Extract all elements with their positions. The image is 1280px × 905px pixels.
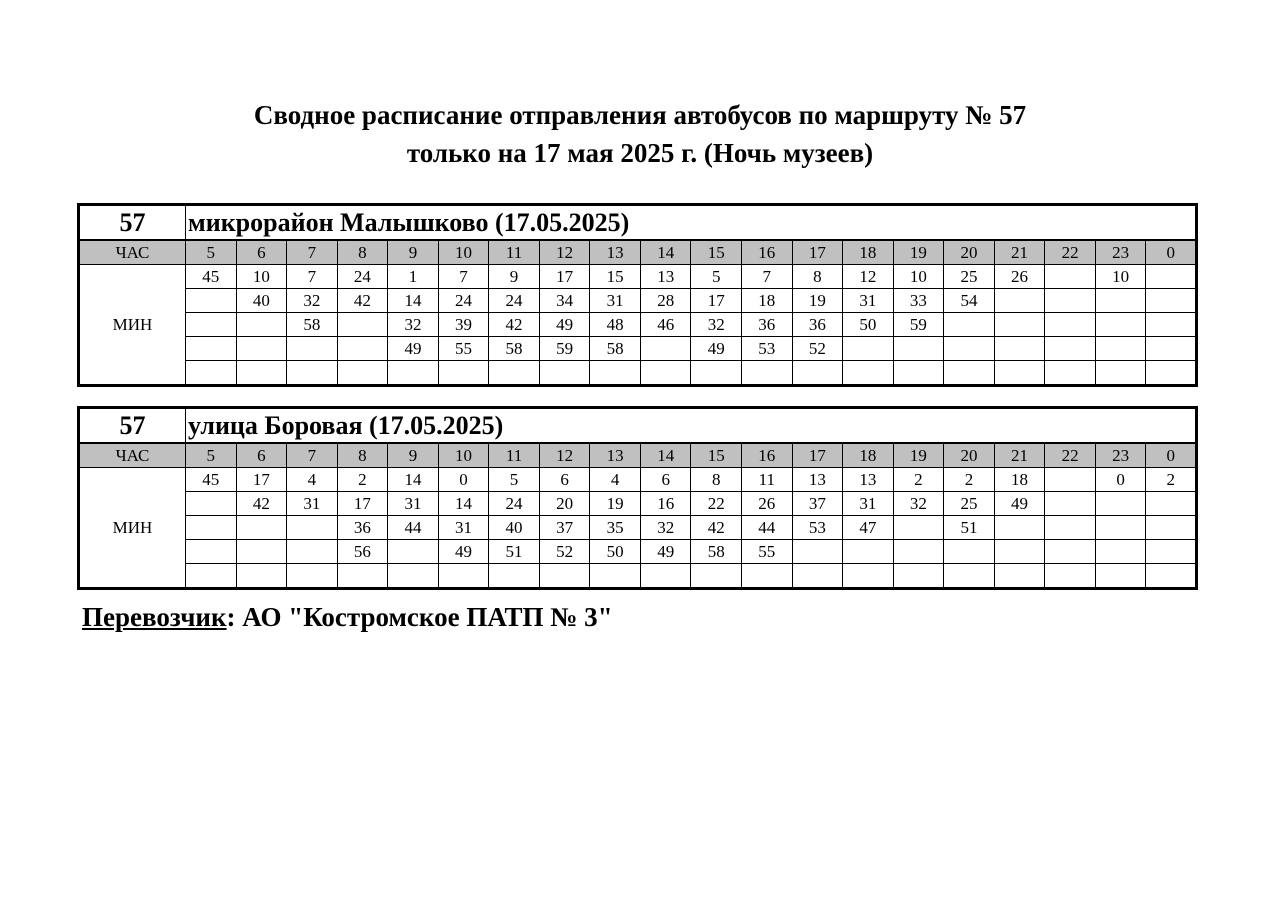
minute-cell [893, 540, 944, 564]
minute-cell: 32 [388, 313, 439, 337]
hour-cell: 13 [590, 443, 641, 468]
minute-cell: 2 [337, 468, 388, 492]
minute-cell [186, 540, 237, 564]
minute-cell [1045, 564, 1096, 589]
minute-cell: 17 [691, 289, 742, 313]
minute-cell [1095, 337, 1146, 361]
minute-cell: 42 [691, 516, 742, 540]
minute-cell [944, 564, 995, 589]
minute-cell: 36 [792, 313, 843, 337]
minute-cell [944, 337, 995, 361]
hour-cell: 9 [388, 240, 439, 265]
minute-cell [742, 564, 793, 589]
minute-cell [1045, 289, 1096, 313]
minute-cell [893, 516, 944, 540]
hour-cell: 23 [1095, 443, 1146, 468]
minute-cell: 49 [438, 540, 489, 564]
minute-cell: 26 [742, 492, 793, 516]
hour-cell: 11 [489, 240, 540, 265]
hour-cell: 7 [287, 240, 338, 265]
minute-cell: 59 [893, 313, 944, 337]
minute-cell: 49 [640, 540, 691, 564]
hour-cell: 21 [994, 443, 1045, 468]
minute-cell [1095, 289, 1146, 313]
hour-cell: 12 [539, 443, 590, 468]
minute-cell: 13 [640, 265, 691, 289]
minute-cell: 2 [944, 468, 995, 492]
minute-cell [337, 361, 388, 386]
minute-cell [1045, 265, 1096, 289]
minute-cell [691, 564, 742, 589]
minute-cell [1045, 492, 1096, 516]
minute-cell [388, 564, 439, 589]
minute-cell: 0 [1095, 468, 1146, 492]
minute-cell: 42 [489, 313, 540, 337]
minute-cell: 50 [590, 540, 641, 564]
minute-cell [893, 337, 944, 361]
minute-cell: 4 [287, 468, 338, 492]
minute-cell: 34 [539, 289, 590, 313]
hour-cell: 22 [1045, 443, 1096, 468]
hour-cell: 14 [640, 443, 691, 468]
document-title [0, 96, 1280, 172]
hour-cell: 19 [893, 240, 944, 265]
carrier-label: Перевозчик [82, 602, 227, 632]
minute-cell [1045, 540, 1096, 564]
hour-cell: 7 [287, 443, 338, 468]
minute-cell: 9 [489, 265, 540, 289]
minute-cell [186, 289, 237, 313]
minute-cell [236, 361, 287, 386]
hour-cell: 17 [792, 443, 843, 468]
minute-cell: 25 [944, 492, 995, 516]
minute-cell: 10 [236, 265, 287, 289]
minute-cell: 4 [590, 468, 641, 492]
minute-cell: 13 [843, 468, 894, 492]
hour-cell: 17 [792, 240, 843, 265]
hour-label: ЧАС [79, 443, 186, 468]
minute-cell: 11 [742, 468, 793, 492]
minute-cell [287, 564, 338, 589]
minute-cell [1146, 361, 1197, 386]
minute-cell: 31 [388, 492, 439, 516]
minute-cell: 36 [337, 516, 388, 540]
minute-cell: 58 [287, 313, 338, 337]
minute-cell: 49 [388, 337, 439, 361]
minute-cell: 14 [388, 468, 439, 492]
minute-cell: 24 [489, 289, 540, 313]
minute-cell: 35 [590, 516, 641, 540]
minute-row [79, 516, 1197, 540]
minute-cell: 10 [893, 265, 944, 289]
minute-row [79, 492, 1197, 516]
hour-cell: 6 [236, 240, 287, 265]
minute-cell [640, 564, 691, 589]
minute-cell: 33 [893, 289, 944, 313]
minute-cell [1146, 337, 1197, 361]
hour-cell: 5 [186, 240, 237, 265]
minute-cell: 6 [640, 468, 691, 492]
hour-cell: 16 [742, 240, 793, 265]
minute-cell: 40 [236, 289, 287, 313]
minute-cell: 45 [186, 265, 237, 289]
minute-cell [438, 564, 489, 589]
minute-cell: 37 [792, 492, 843, 516]
minute-cell: 31 [438, 516, 489, 540]
hour-cell: 14 [640, 240, 691, 265]
hour-label: ЧАС [79, 240, 186, 265]
minute-cell: 54 [944, 289, 995, 313]
minute-cell [337, 337, 388, 361]
minute-cell [1045, 337, 1096, 361]
hour-cell: 22 [1045, 240, 1096, 265]
route-header-row [79, 408, 1197, 444]
minute-cell [994, 516, 1045, 540]
hour-cell: 5 [186, 443, 237, 468]
minute-cell [1146, 313, 1197, 337]
minute-cell [691, 361, 742, 386]
minute-cell: 19 [590, 492, 641, 516]
hour-cell: 20 [944, 443, 995, 468]
minute-cell: 31 [590, 289, 641, 313]
minute-cell: 53 [742, 337, 793, 361]
minute-cell [792, 564, 843, 589]
minute-cell: 6 [539, 468, 590, 492]
minute-cell [994, 361, 1045, 386]
hour-cell: 8 [337, 240, 388, 265]
hour-cell: 9 [388, 443, 439, 468]
minute-label: МИН [79, 468, 186, 589]
minute-cell: 50 [843, 313, 894, 337]
minute-cell [236, 516, 287, 540]
minute-cell: 17 [236, 468, 287, 492]
minute-cell: 18 [742, 289, 793, 313]
minute-cell: 12 [843, 265, 894, 289]
minute-cell: 8 [792, 265, 843, 289]
minute-cell: 55 [438, 337, 489, 361]
minute-cell: 19 [792, 289, 843, 313]
minute-cell: 42 [236, 492, 287, 516]
hour-cell: 8 [337, 443, 388, 468]
minute-cell [438, 361, 489, 386]
minute-cell: 45 [186, 468, 237, 492]
minute-row [79, 540, 1197, 564]
minute-cell [944, 361, 995, 386]
minute-cell [792, 361, 843, 386]
minute-cell: 58 [590, 337, 641, 361]
minute-cell [994, 289, 1045, 313]
minute-cell: 32 [691, 313, 742, 337]
minute-cell [337, 564, 388, 589]
minute-cell [236, 337, 287, 361]
minute-cell: 53 [792, 516, 843, 540]
hour-cell: 19 [893, 443, 944, 468]
minute-cell [994, 540, 1045, 564]
schedule-table-malyshkovo [77, 203, 1198, 387]
minute-cell [1095, 361, 1146, 386]
route-number: 57 [79, 408, 186, 444]
carrier-name: АО "Костромское ПАТП № 3" [242, 602, 613, 632]
minute-cell [489, 564, 540, 589]
hour-cell: 13 [590, 240, 641, 265]
minute-cell: 52 [539, 540, 590, 564]
minute-cell [843, 361, 894, 386]
minute-cell [1045, 361, 1096, 386]
minute-cell [388, 540, 439, 564]
minute-cell: 44 [742, 516, 793, 540]
minute-cell: 58 [489, 337, 540, 361]
carrier-separator: : [226, 602, 243, 632]
minute-cell: 51 [944, 516, 995, 540]
schedule-table-borovaya [77, 406, 1198, 590]
minute-cell: 7 [287, 265, 338, 289]
minute-cell [1146, 564, 1197, 589]
hour-row [79, 240, 1197, 265]
hour-cell: 0 [1146, 443, 1197, 468]
minute-cell [1146, 516, 1197, 540]
minute-cell: 14 [438, 492, 489, 516]
minute-cell [388, 361, 439, 386]
minute-cell [236, 564, 287, 589]
minute-cell [1045, 516, 1096, 540]
minute-cell: 24 [337, 265, 388, 289]
minute-cell [1095, 492, 1146, 516]
minute-cell [287, 337, 338, 361]
minute-cell: 13 [792, 468, 843, 492]
minute-cell [186, 361, 237, 386]
minute-cell [1146, 289, 1197, 313]
minute-cell: 49 [539, 313, 590, 337]
minute-cell [994, 564, 1045, 589]
minute-cell: 49 [691, 337, 742, 361]
title-line-1: Сводное расписание отправления автобусов по маршруту № 57 [253, 100, 1027, 130]
minute-row [79, 313, 1197, 337]
minute-cell: 55 [742, 540, 793, 564]
minute-row [79, 289, 1197, 313]
minute-cell: 37 [539, 516, 590, 540]
minute-cell: 44 [388, 516, 439, 540]
minute-row [79, 265, 1197, 289]
minute-cell [843, 564, 894, 589]
minute-cell [1095, 516, 1146, 540]
minute-cell: 1 [388, 265, 439, 289]
minute-cell [994, 337, 1045, 361]
minute-cell [944, 540, 995, 564]
minute-cell [792, 540, 843, 564]
minute-cell [186, 492, 237, 516]
minute-cell: 17 [539, 265, 590, 289]
minute-cell: 2 [1146, 468, 1197, 492]
minute-cell [640, 361, 691, 386]
minute-cell: 17 [337, 492, 388, 516]
title-line-2: только на 17 мая 2025 г. (Ночь музеев) [406, 138, 874, 168]
minute-cell [337, 313, 388, 337]
minute-cell: 47 [843, 516, 894, 540]
minute-cell: 48 [590, 313, 641, 337]
minute-cell: 5 [691, 265, 742, 289]
minute-cell: 5 [489, 468, 540, 492]
minute-cell: 10 [1095, 265, 1146, 289]
minute-cell: 36 [742, 313, 793, 337]
hour-cell: 0 [1146, 240, 1197, 265]
minute-cell: 25 [944, 265, 995, 289]
minute-cell [287, 361, 338, 386]
hour-cell: 15 [691, 443, 742, 468]
hour-row [79, 443, 1197, 468]
minute-cell [893, 361, 944, 386]
minute-cell: 0 [438, 468, 489, 492]
hour-cell: 18 [843, 443, 894, 468]
minute-cell [287, 540, 338, 564]
hour-cell: 11 [489, 443, 540, 468]
minute-cell: 32 [287, 289, 338, 313]
minute-cell: 22 [691, 492, 742, 516]
minute-cell: 56 [337, 540, 388, 564]
stop-name: улица Боровая (17.05.2025) [186, 408, 1197, 444]
minute-cell [236, 540, 287, 564]
carrier-line [82, 600, 613, 634]
minute-cell: 32 [640, 516, 691, 540]
minute-label: МИН [79, 265, 186, 386]
minute-cell [1095, 313, 1146, 337]
minute-cell [489, 361, 540, 386]
minute-row [79, 564, 1197, 589]
minute-cell: 16 [640, 492, 691, 516]
minute-cell [1045, 313, 1096, 337]
minute-cell: 51 [489, 540, 540, 564]
minute-cell [186, 313, 237, 337]
minute-cell: 15 [590, 265, 641, 289]
minute-cell [186, 564, 237, 589]
minute-cell [843, 337, 894, 361]
minute-cell [944, 313, 995, 337]
minute-cell [640, 337, 691, 361]
minute-cell: 46 [640, 313, 691, 337]
minute-cell [186, 337, 237, 361]
minute-cell: 58 [691, 540, 742, 564]
minute-cell [843, 540, 894, 564]
hour-cell: 10 [438, 443, 489, 468]
minute-row [79, 337, 1197, 361]
minute-cell [893, 564, 944, 589]
minute-cell [1095, 564, 1146, 589]
minute-cell: 31 [843, 289, 894, 313]
hour-cell: 20 [944, 240, 995, 265]
minute-cell [236, 313, 287, 337]
minute-cell: 7 [742, 265, 793, 289]
minute-cell: 42 [337, 289, 388, 313]
minute-cell: 24 [438, 289, 489, 313]
minute-cell: 49 [994, 492, 1045, 516]
minute-cell [539, 564, 590, 589]
minute-cell: 31 [843, 492, 894, 516]
minute-row [79, 361, 1197, 386]
minute-cell [1146, 540, 1197, 564]
minute-cell [1045, 468, 1096, 492]
minute-cell: 7 [438, 265, 489, 289]
hour-cell: 12 [539, 240, 590, 265]
minute-cell [1146, 265, 1197, 289]
minute-cell: 24 [489, 492, 540, 516]
hour-cell: 16 [742, 443, 793, 468]
minute-cell [742, 361, 793, 386]
minute-cell [539, 361, 590, 386]
minute-cell: 18 [994, 468, 1045, 492]
minute-cell [186, 516, 237, 540]
stop-name: микрорайон Малышково (17.05.2025) [186, 205, 1197, 241]
minute-cell [994, 313, 1045, 337]
minute-cell: 14 [388, 289, 439, 313]
hour-cell: 18 [843, 240, 894, 265]
hour-cell: 15 [691, 240, 742, 265]
minute-cell [590, 361, 641, 386]
minute-cell: 26 [994, 265, 1045, 289]
route-number: 57 [79, 205, 186, 241]
minute-cell: 31 [287, 492, 338, 516]
minute-cell: 32 [893, 492, 944, 516]
hour-cell: 6 [236, 443, 287, 468]
minute-cell [1146, 492, 1197, 516]
minute-cell: 52 [792, 337, 843, 361]
hour-cell: 23 [1095, 240, 1146, 265]
minute-cell: 28 [640, 289, 691, 313]
minute-cell [590, 564, 641, 589]
hour-cell: 21 [994, 240, 1045, 265]
minute-cell: 40 [489, 516, 540, 540]
minute-cell [287, 516, 338, 540]
route-header-row [79, 205, 1197, 241]
hour-cell: 10 [438, 240, 489, 265]
minute-cell: 2 [893, 468, 944, 492]
minute-row [79, 468, 1197, 492]
minute-cell: 39 [438, 313, 489, 337]
minute-cell: 8 [691, 468, 742, 492]
minute-cell: 20 [539, 492, 590, 516]
minute-cell: 59 [539, 337, 590, 361]
minute-cell [1095, 540, 1146, 564]
